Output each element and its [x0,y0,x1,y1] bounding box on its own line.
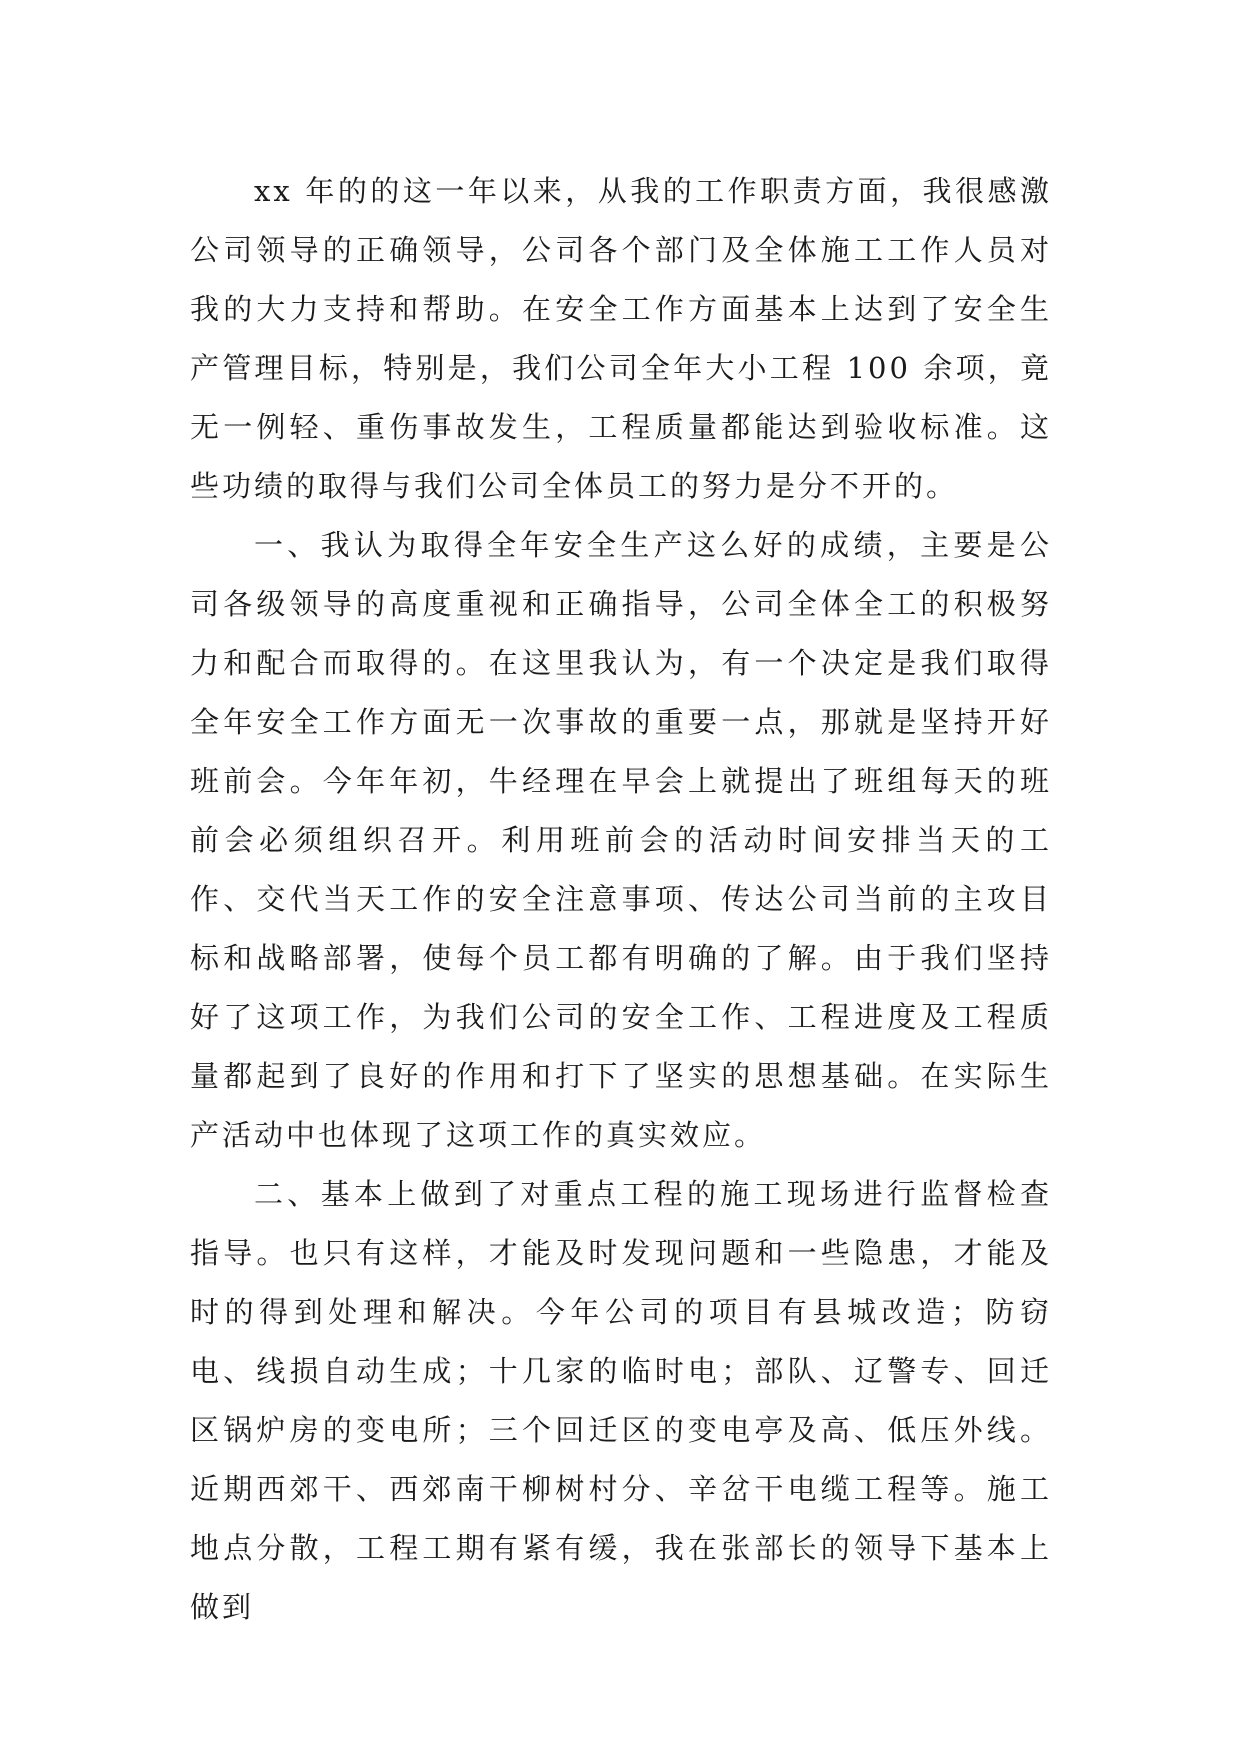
paragraph-section-one: 一、我认为取得全年安全生产这么好的成绩，主要是公司各级领导的高度重视和正确指导，公司全体全工的积极努力和配合而取得的。在这里我认为，有一个决定是我们取得全年安全工作方面无一次事故的重要一点，那就是坚持开好班前会。今年年初，牛经理在早会上就提出了班组每天的班前会必须组织召开。利用班前会的活动时间安排当天的工作、交代当天工作的安全注意事项、传达公司当前的主攻目标和战略部署，使每个员工都有明确的了解。由于我们坚持好了这项工作，为我们公司的安全工作、工程进度及工程质量都起到了良好的作用和打下了坚实的思想基础。在实际生产活动中也体现了这项工作的真实效应。 [190,528,1052,1152]
paragraph-section-two: 二、基本上做到了对重点工程的施工现场进行监督检查指导。也只有这样，才能及时发现问题和一些隐患，才能及时的得到处理和解决。今年公司的项目有县城改造；防窃电、线损自动生成；十几家的临时电；部队、辽警专、回迁区锅炉房的变电所；三个回迁区的变电亭及高、低压外线。近期西郊干、西郊南干柳树村分、辛岔干电缆工程等。施工地点分散，工程工期有紧有缓，我在张部长的领导下基本上做到 [190,1177,1052,1624]
paragraph-intro: xx 年的的这一年以来，从我的工作职责方面，我很感激公司领导的正确领导，公司各个部门及全体施工工作人员对我的大力支持和帮助。在安全工作方面基本上达到了安全生产管理目标，特别是，我们公司全年大小工程 100 余项，竟无一例轻、重伤事故发生，工程质量都能达到验收标准。这些功绩的取得与我们公司全体员工的努力是分不开的。 [190,174,1052,503]
document-body [190,162,1052,1637]
